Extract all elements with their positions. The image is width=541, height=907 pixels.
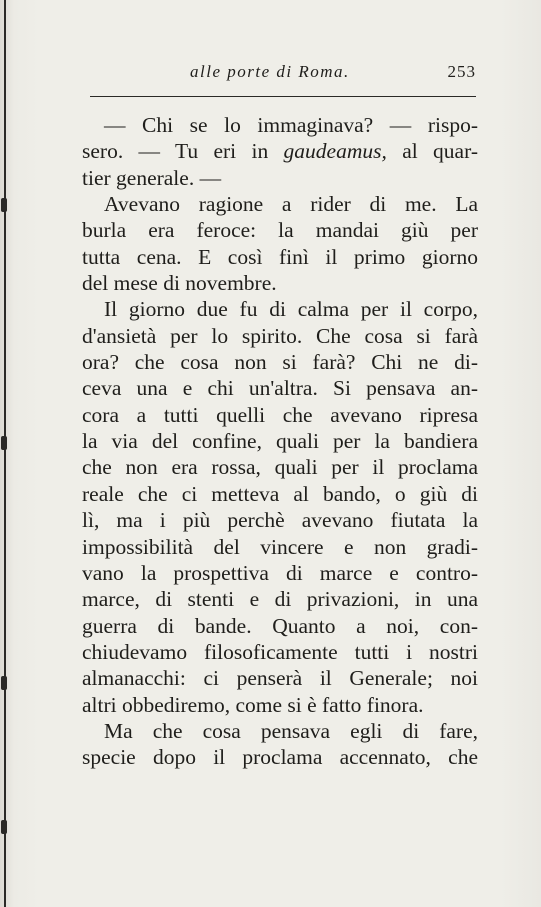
text-line: la via del confine, quali per la bandiera xyxy=(82,429,478,454)
binding-stitch-mark xyxy=(1,198,7,212)
text-line: ceva una e chi un'altra. Si pensava an- xyxy=(82,376,478,401)
text-fragment: al quar- xyxy=(386,139,478,164)
running-title: alle porte di Roma. xyxy=(190,62,350,81)
binding-stitch-mark xyxy=(1,676,7,690)
page-number: 253 xyxy=(447,62,476,81)
text-line: lì, ma i più perchè avevano fiutata la xyxy=(82,508,478,533)
text-line: tutta cena. E così finì il primo giorno xyxy=(82,244,478,269)
text-line: vano la prospettiva di marce e contro- xyxy=(82,560,478,585)
binding-stitch-mark xyxy=(1,820,7,834)
text-line: almanacchi: ci penserà il Generale; noi xyxy=(82,666,478,691)
page-binding-edge xyxy=(4,0,6,907)
text-fragment: sero. — Tu eri in xyxy=(82,139,284,164)
text-line: altri obbediremo, come si è fatto finora. xyxy=(82,692,424,717)
text-line: burla era feroce: la mandai giù per xyxy=(82,218,478,243)
text-line: specie dopo il proclama accennato, che xyxy=(82,745,478,770)
page-header xyxy=(90,62,476,84)
text-line: Avevano ragione a rider di me. La xyxy=(104,192,478,217)
text-line: ora? che cosa non si farà? Chi ne di- xyxy=(82,350,478,375)
text-line: cora a tutti quelli che avevano ripresa xyxy=(82,402,478,427)
text-line: tier generale. — xyxy=(82,165,222,190)
text-line: marce, di stenti e di privazioni, in una xyxy=(82,587,478,612)
text-line xyxy=(82,138,478,164)
binding-stitch-mark xyxy=(1,436,7,450)
text-line: Il giorno due fu di calma per il corpo, xyxy=(104,297,478,322)
text-line: Ma che cosa pensava egli di fare, xyxy=(104,718,478,743)
header-rule xyxy=(90,96,476,97)
text-line: d'ansietà per lo spirito. Che cosa si farà xyxy=(82,323,478,348)
text-line: che non era rossa, quali per il proclama xyxy=(82,455,478,480)
italic-term: gaudeamus, xyxy=(283,139,387,164)
body-text xyxy=(82,112,478,771)
text-line: — Chi se lo immaginava? — rispo- xyxy=(104,113,478,137)
text-line: impossibilità del vincere e non gradi- xyxy=(82,534,478,559)
text-line: reale che ci metteva al bando, o giù di xyxy=(82,481,478,506)
text-line: chiudevamo filosoficamente tutti i nostri xyxy=(82,639,478,664)
text-line: del mese di novembre. xyxy=(82,271,277,296)
text-line: guerra di bande. Quanto a noi, con- xyxy=(82,613,478,638)
